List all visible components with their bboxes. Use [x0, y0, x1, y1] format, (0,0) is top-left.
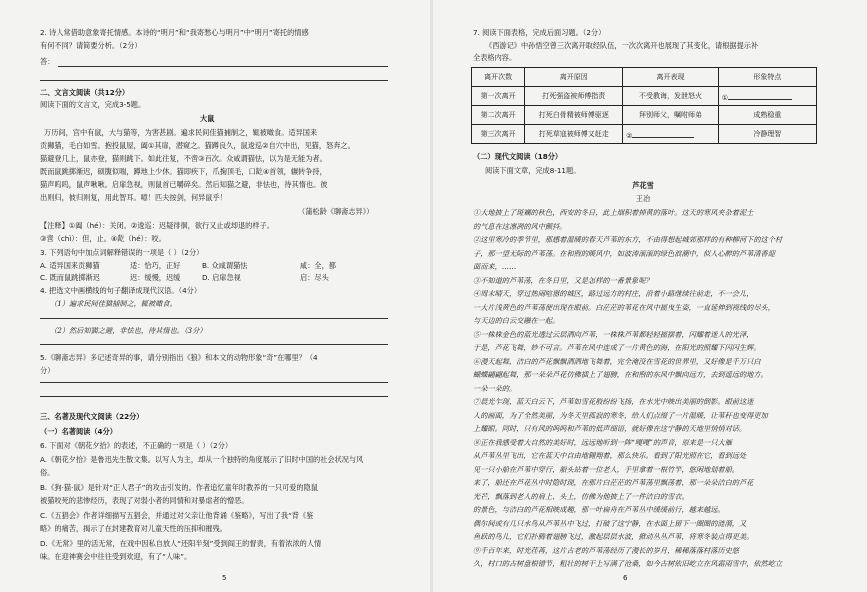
blank-number: ②	[626, 131, 633, 140]
blank-cell-1[interactable]	[718, 87, 816, 106]
table-cell: 打死白骨精被师傅驱逐	[525, 106, 623, 125]
story-line: 贡狮猫，毛白如雪。抱投鼠屋，阖①其扉，潜窥之。猫蹲良久，鼠逡巡②自穴中出，见猫，怒奔之。	[40, 141, 355, 150]
q3-option-c-gloss: 迟：缓慢，迟缓	[130, 273, 181, 282]
q3-option-d-gloss: 启：尽头	[300, 273, 329, 282]
essay-line: 蝴蝶翩翩起舞，那一朵朵芦花仿佛插上了翅膀，在和煦的东风中飘向远方，去到遥远的地方。	[473, 370, 768, 379]
answer-line[interactable]	[40, 396, 388, 397]
essay-line: 一大片浅黄色的芦苇荡便出现在眼前。白茫茫的苇花在风中摇曳生姿，一直延伸到视线的尽头，	[473, 302, 775, 312]
exam-page-right	[433, 0, 867, 592]
q3-option-b-gloss: 咸：全，都	[300, 261, 336, 270]
question-2-cont: 有何不同？请简要分析。（2分）	[40, 41, 142, 50]
story-line: 万历间，宫中有鼠，大与猫等，为害甚剧。遍求民间佳猫捕制之，辄被噉食。适异国来	[44, 128, 318, 137]
question-4: 4. 把选文中画横线的句子翻译成现代汉语。（4分）	[40, 286, 202, 295]
essay-line: 鱼跃的鸟儿，它们扑腾着翅膀飞过，激起层层水波，掀动丛丛芦苇，将寒冬装点得更美。	[473, 532, 754, 541]
q3-option-b[interactable]: B. 众咸谓猫怯	[202, 261, 248, 270]
essay-line: 久，村口的古树盘根错节，粗壮的树干上写满了沧桑，如今古树依旧屹立在风霜雨雪中，依然屹立	[473, 559, 783, 568]
table-row	[472, 87, 817, 106]
table-cell: 冷静理智	[718, 125, 816, 144]
table-cell: 拜别师父，嘱咐师弟	[623, 106, 719, 125]
question-7: 7. 阅读下面表格，完成后面习题。（2分）	[473, 28, 606, 37]
answer-line[interactable]	[40, 318, 388, 319]
q6-option-c-cont: 略》的痛苦，揭示了在封建教育对儿童天性的压抑和摧残。	[40, 524, 227, 533]
table-cell: 打死强盗被师傅指责	[525, 87, 623, 106]
essay-line: ⑨千百年来，时光荏苒，这片古老的芦苇荡经历了漫长的岁月，稀稀落落村落历史悠	[473, 545, 739, 555]
question-2: 2. 诗人常借助意象寄托情感。本诗的“明月”和“我寄愁心与明月”中“明月”寄托的情感	[40, 28, 309, 37]
question-5: 5.《聊斋志异》多记述奇异的事，请分别指出《狼》和本文的动物形象“奇”在哪里？（4	[40, 353, 318, 362]
essay-line: 一朵一朵的。	[473, 383, 517, 393]
question-7-desc-cont: 全表格内容。	[473, 53, 517, 62]
q3-option-d[interactable]: D. 启扉急视	[202, 273, 241, 282]
table-cell: 不受教诲，发泄怒火	[623, 87, 719, 106]
essay-line: 来了，船还在芦花丛中时隐时现，在那片白茫茫的芦苇荡里飘荡着，那一朵朵洁白的芦花	[473, 478, 754, 487]
table-cell: 第三次离开	[472, 125, 525, 144]
essay-line: 于是，芦花飞舞，妙不可言。芦苇在风中连成了一片黄色的海，在阳光的照耀下闪闪生辉。	[473, 343, 761, 352]
table-header: 离开原因	[525, 68, 623, 87]
page-number: 5	[222, 574, 227, 582]
essay-line: 见一只小船在芦苇中穿行，船头站着一位老人，手里拿着一根竹竿，悠闲地划着船。	[473, 464, 739, 474]
story-line: 既而鼠跳掷渐迟，硕腹似喘，蹲地上少休。猫即疾下，爪掬顶毛，口龁④首领，辗转争持，	[40, 167, 327, 176]
table-header: 离开次数	[472, 68, 525, 87]
story-line: 猫避登几上，鼠亦登，猫则跳下。如此往复，不啻③百次。众咸谓猫怯，以为是无能为者。	[40, 154, 327, 163]
blank-number: ①	[721, 93, 729, 102]
question-3: 3. 下列语句中加点词解释错误的一项是（ ）（2分）	[40, 248, 204, 257]
q6-option-d[interactable]: D.《无常》里的活无常，在戏中因私自放人“还阳半刻”受到阎王的督责，有着浓浓的人情	[40, 539, 322, 548]
essay-line: ③不知道的芦苇荡，在冬日里，又是怎样的一番景象呢？	[473, 275, 653, 285]
section-2-instruction: 阅读下面的文言文，完成3-5题。	[40, 100, 146, 109]
page-number: 6	[623, 574, 628, 582]
essay-line: 面而来，……	[473, 262, 517, 271]
q6-option-d-cont: 味。在迎神赛会中往往受到欢迎，有了“人味”。	[40, 552, 192, 561]
essay-title: 芦花雪	[632, 181, 654, 190]
q6-option-c[interactable]: C.《五猖会》作者详细描写五猖会，并通过对父亲让他背诵《鉴略》，写出了我“背《鉴	[40, 511, 314, 520]
essay-line: 的气息在这凛冽的风中颤抖。	[473, 221, 567, 231]
q4-part-2: （2）然后知猫之避，非怯也，待其惰也。（3分）	[50, 326, 207, 335]
question-5-cont: 分）	[40, 366, 55, 375]
table-cell: 成熟稳重	[718, 106, 816, 125]
table-header: 离开表现	[623, 68, 719, 87]
essay-line: ⑥漫天起舞，洁白的芦花飘飘洒洒地飞舞着，完全淹没在雪花的世界里，又好像是千万只白	[473, 356, 761, 366]
essay-line: ⑧正在我感受着大自然的美好时，远远地听到一阵“嘎嘎”的声音，原来是一只大雁	[473, 437, 732, 447]
q3-option-a-gloss: 适：恰巧，正好	[130, 261, 181, 270]
essay-line: ⑦晨光乍现，蓝天白云下，芦苇如雪花般纷纷飞扬，在水光中映出美丽的倒影。眼前这迷	[473, 397, 754, 406]
essay-line: ④周末晴天，穿过热闹喧嚣的城区，路过远方的村庄，沿着小路继续往前走，不一会儿，	[473, 289, 754, 298]
journey-table	[471, 67, 817, 144]
table-row	[472, 125, 817, 144]
essay-line: 从芦苇丛里飞出，它在蓝天中自由地翱翔着，那么快乐。看到了阳光照在它，看到远处	[473, 451, 747, 460]
table-row	[472, 106, 817, 125]
essay-author: 王冶	[635, 194, 651, 203]
answer-line[interactable]	[40, 382, 388, 383]
answer-line[interactable]	[40, 80, 388, 81]
essay-line: 与天边的白云交融在一起。	[473, 316, 560, 325]
essay-line: ①大地披上了斑斓的秋色，西安的冬日，此上烟积着掉黄的落叶。这天的寒风夹杂着泥土	[473, 208, 754, 217]
q4-part-1: （1）遍求民间佳猫捕制之，辄被噉食。	[50, 299, 177, 308]
essay-line: ②这里寒冷的季节里，那感着温暖的春天芦苇的东方，不由得想起城郊那样的有种柳河下的这个村	[473, 235, 783, 244]
question-7-desc: 《西游记》中孙悟空曾三次离开取经队伍，一次次离开也展现了其变化，请根据提示补	[485, 41, 759, 50]
q6-option-b-cont: 被猫咬死的悲惨经历，表现了对弱小者的同情和对暴虐者的憎恶。	[40, 496, 249, 505]
table-cell: 第一次离开	[472, 87, 525, 106]
table-cell: 第二次离开	[472, 106, 525, 125]
essay-line: 偶尔间或有几只水鸟从芦苇丛中飞过，打破了这宁静，在水面上留下一圈圈的涟漪，又	[473, 518, 747, 528]
story-title: 大鼠	[200, 114, 215, 123]
table-header: 形象特点	[718, 68, 816, 87]
essay-line: 上耀眼。同时，只有风的呜呜和芦苇的低声细语，就好像在这宁静的天地里悄悄对话。	[473, 424, 747, 433]
table-cell: 打死草寇被师傅又赶走	[525, 125, 623, 144]
q6-option-a[interactable]: A.《朝花夕拾》是鲁迅先生散文集。以写人为主，却从一个独特的角度展示了旧时中国的社会状况与风	[40, 455, 364, 464]
notes: 【注释】①阖（hé）：关闭。②逡巡：迟疑徘徊，欲行又止或却退的样子。	[40, 221, 274, 230]
answer-line[interactable]	[40, 344, 388, 345]
notes: ③啻（chì）：但，止。④龁（hé）：咬。	[40, 234, 166, 243]
essay-line: ⑤一株株金色的蓝光透过云层洒向芦苇，一株株芦苇都轻轻摇摆着，闪耀着迷人的光泽，	[473, 329, 754, 339]
q3-option-a[interactable]: A. 适异国来贡狮猫	[40, 261, 100, 270]
subsection-1: （一）名著阅读（4分）	[40, 427, 117, 436]
blank-cell-2[interactable]	[623, 125, 719, 144]
section-instruction: 阅读下面文章，完成8-11题。	[485, 166, 581, 175]
essay-line: 子，那一望无际的芦苇荡。在和煦的暖风中，如波涛滚滚的绿色浪潮中，似人心醉的芦苇清香迎	[473, 248, 775, 258]
answer-label: 答：	[40, 57, 55, 66]
essay-line: 的景色，与洁白的芦花相映成趣，那一叶扁舟在芦苇丛中缓缓前行，越来越远。	[473, 505, 725, 514]
subsection-2: （二）现代文阅读（18分）	[473, 152, 563, 161]
table-header-row	[472, 68, 817, 87]
q6-option-a-cont: 俗。	[40, 468, 55, 477]
answer-line[interactable]	[58, 66, 388, 67]
question-6: 6. 下面对《朝花夕拾》的表述，不正确的一项是（ ）（2分）	[40, 441, 233, 450]
section-2-title: 二、文言文阅读（共12分）	[40, 88, 130, 97]
story-line: 出则归，彼归则复，用此智耳。噫！匹夫按剑，何异鼠乎！	[40, 193, 227, 202]
q3-option-c[interactable]: C. 既而鼠跳掷渐迟	[40, 273, 100, 282]
story-source: （蒲松龄《聊斋志异》）	[298, 207, 374, 216]
story-line: 猫声呜呜，鼠声啾啾。启扉急视，则鼠首已嚼碎矣。然后知猫之避，非怯也，待其惰也。彼	[40, 180, 328, 189]
essay-line: 光芒，飘落到老人的肩上、头上，仿佛为他披上了一件洁白的雪衣。	[473, 491, 689, 501]
exam-page-left	[0, 0, 430, 592]
q6-option-b[interactable]: B.《狗·猫·鼠》是针对“正人君子”的攻击引发的。作者追忆童年时教养的一只可爱的隐鼠	[40, 483, 318, 492]
section-3-title: 三、名著及现代文阅读（22分）	[40, 412, 144, 421]
essay-line: 人的画面，为了全然美丽，为冬天里孤寂的寒冬，给人们点缀了一片温暖，让苇秆也变得更加	[473, 410, 768, 420]
